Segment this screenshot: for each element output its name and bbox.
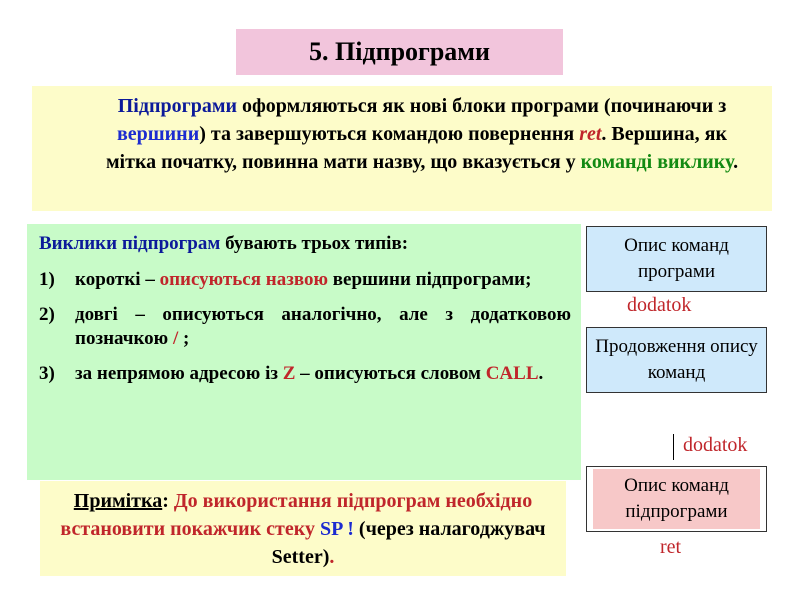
intro-box	[32, 86, 772, 211]
call-types-heading-term: Виклики підпрограм	[39, 233, 221, 254]
list-item	[39, 303, 571, 351]
intro-term-vertex: вершини	[116, 123, 200, 145]
intro-term-ret: ret	[579, 123, 602, 145]
subprogram-commands-box	[586, 466, 767, 532]
list-item-number: 2)	[39, 304, 55, 325]
list-item-text: за непрямою адресою із Z – описуються словом CALL.	[75, 363, 544, 384]
note-label: Примітка	[73, 490, 163, 512]
list-item	[39, 362, 571, 386]
subprogram-commands-inner	[593, 469, 760, 529]
list-item-number: 1)	[39, 269, 55, 290]
intro-term-call-command: команді виклику	[580, 151, 734, 173]
call-types-list	[39, 268, 571, 386]
subprogram-commands-text: Опис команд підпрограми	[624, 475, 729, 522]
note-colon: :	[162, 490, 174, 512]
note-box	[40, 481, 566, 576]
call-types-box	[27, 224, 581, 480]
call-types-heading	[39, 232, 571, 256]
intro-text-2: ) та завершуються командою повернення	[199, 123, 580, 145]
note-sp: SP !	[320, 518, 354, 540]
dodatok-label-1: dodatok	[627, 294, 692, 316]
list-item-text: короткі – описуються назвою вершини підпрограми;	[75, 269, 532, 290]
call-types-heading-rest: бувають трьох типів:	[220, 233, 409, 254]
intro-term-subprograms: Підпрограми	[117, 95, 237, 117]
divider-line	[673, 434, 674, 460]
slide-title	[236, 29, 563, 75]
program-commands-box	[586, 226, 767, 292]
note-setter: (через налагоджувач Setter)	[271, 518, 546, 568]
continuation-text: Продовження опису команд	[595, 336, 758, 383]
dodatok-label-2: dodatok	[683, 434, 748, 456]
continuation-box	[586, 327, 767, 393]
note-text: До використання підпрограм необхідно встановити покажчик стеку	[60, 490, 533, 540]
program-commands-text: Опис команд програми	[624, 235, 729, 282]
slide-title-text: 5. Підпрограми	[309, 37, 490, 66]
list-item-number: 3)	[39, 363, 55, 384]
intro-text-1: оформляються як нові блоки програми (починаючи з	[236, 95, 727, 117]
ret-label: ret	[660, 536, 682, 558]
list-item-text: довгі – описуються аналогічно, але з додатковою позначкою / ;	[75, 304, 571, 349]
note-dot: .	[329, 546, 335, 568]
intro-text-3: . Вершина, як мітка початку, повинна мати назву, що вказується у	[105, 123, 728, 173]
list-item	[39, 268, 571, 292]
intro-text-4: .	[733, 151, 739, 173]
